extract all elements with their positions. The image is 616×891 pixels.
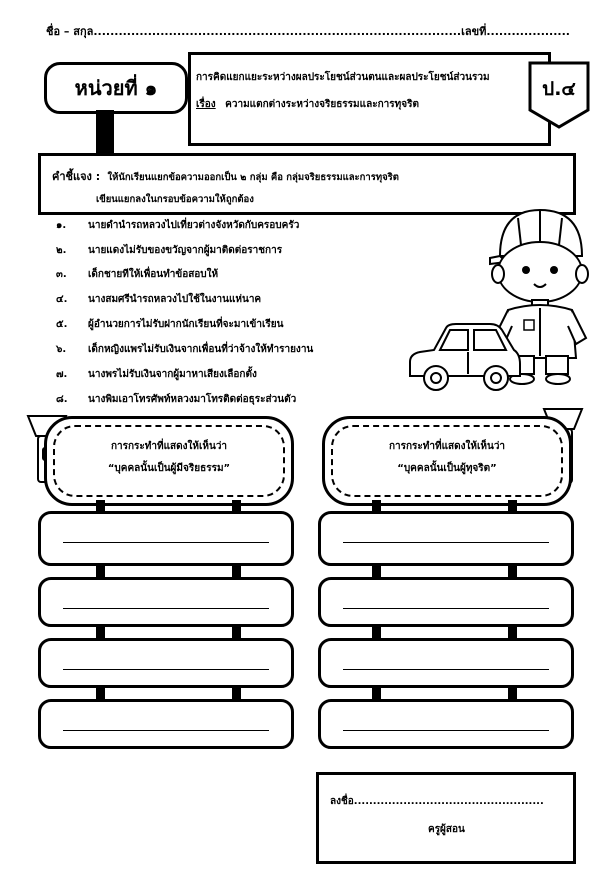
answer-box-ethics-2[interactable] bbox=[38, 577, 294, 627]
item-number: ๑. bbox=[56, 220, 67, 231]
list-item bbox=[56, 317, 283, 332]
item-number: ๓. bbox=[56, 269, 67, 280]
topic-line: การคิดแยกแยะระหว่างผลประโยชน์ส่วนตนและผลประโยชน์ส่วนรวม bbox=[196, 72, 490, 83]
item-text: เด็กหญิงแพรไม่รับเงินจากเพื่อนที่ว่าจ้างให้ทำรายงาน bbox=[88, 344, 314, 355]
car-icon bbox=[404, 318, 524, 402]
answer-box-corruption-4[interactable] bbox=[318, 699, 574, 749]
corruption-category-box bbox=[322, 416, 572, 506]
category-title: “บุคคลนั้นเป็นผู้ทุจริต” bbox=[397, 463, 497, 474]
subject-line bbox=[196, 97, 419, 112]
unit-title: หน่วยที่ ๑ bbox=[44, 62, 188, 114]
item-number: ๒. bbox=[56, 245, 67, 256]
name-number-line: ชื่อ – สกุล........................................................................................เลขที่.................... bbox=[46, 25, 570, 38]
item-number: ๘. bbox=[56, 394, 68, 405]
list-item bbox=[56, 292, 261, 307]
answer-box-corruption-1[interactable] bbox=[318, 511, 574, 566]
item-text: เด็กชายทีให้เพื่อนทำข้อสอบให้ bbox=[88, 269, 219, 280]
list-item bbox=[56, 342, 313, 357]
signature-box bbox=[316, 772, 576, 864]
item-number: ๖. bbox=[56, 344, 67, 355]
list-item bbox=[56, 392, 296, 407]
item-number: ๕. bbox=[56, 319, 68, 330]
category-title: “บุคคลนั้นเป็นผู้มีจริยธรรม” bbox=[107, 463, 231, 474]
category-heading: การกระทำที่แสดงให้เห็นว่า bbox=[110, 441, 228, 452]
category-heading: การกระทำที่แสดงให้เห็นว่า bbox=[388, 441, 506, 452]
answer-box-ethics-1[interactable] bbox=[38, 511, 294, 566]
subject-text: ความแตกต่างระหว่างจริยธรรมและการทุจริต bbox=[225, 99, 419, 110]
answer-box-ethics-3[interactable] bbox=[38, 638, 294, 688]
instruction-label: คำชี้แจง : bbox=[52, 170, 101, 183]
list-item bbox=[56, 243, 282, 258]
answer-box-corruption-2[interactable] bbox=[318, 577, 574, 627]
list-item bbox=[56, 218, 299, 233]
instruction-line-1 bbox=[52, 167, 399, 185]
item-number: ๗. bbox=[56, 369, 68, 380]
item-text: นางพิมเอาโทรศัพท์หลวงมาโทรติดต่อธุระส่วนตัว bbox=[88, 394, 297, 405]
list-item bbox=[56, 367, 257, 382]
ethics-category-box bbox=[44, 416, 294, 506]
item-text: ผู้อำนวยการไม่รับฝากนักเรียนที่จะมาเข้าเรียน bbox=[88, 319, 284, 330]
item-number: ๔. bbox=[56, 294, 68, 305]
item-text: นายแดงไม่รับของขวัญจากผู้มาติดต่อราชการ bbox=[88, 245, 283, 256]
grade-badge: ป.๔ bbox=[542, 78, 576, 100]
subject-label: เรื่อง bbox=[196, 99, 216, 110]
list-item bbox=[56, 267, 218, 282]
instruction-line-2: เขียนแยกลงในกรอบข้อความให้ถูกต้อง bbox=[96, 194, 254, 205]
teacher-role: ครูผู้สอน bbox=[428, 824, 465, 835]
signature-line[interactable]: ลงชื่อ.................................................. bbox=[330, 796, 544, 807]
item-text: นางสมศรีนำรถหลวงไปใช้ในงานแห่นาค bbox=[88, 294, 262, 305]
unit-post bbox=[96, 110, 114, 154]
instruction-text: ให้นักเรียนแยกข้อความออกเป็น ๒ กลุ่ม คือ กลุ่มจริยธรรมและการทุจริต bbox=[107, 172, 399, 183]
answer-box-corruption-3[interactable] bbox=[318, 638, 574, 688]
item-text: นายดำนำรถหลวงไปเที่ยวต่างจังหวัดกับครอบครัว bbox=[88, 220, 300, 231]
item-text: นางพรไม่รับเงินจากผู้มาหาเสียงเลือกตั้ง bbox=[88, 369, 257, 380]
answer-box-ethics-4[interactable] bbox=[38, 699, 294, 749]
